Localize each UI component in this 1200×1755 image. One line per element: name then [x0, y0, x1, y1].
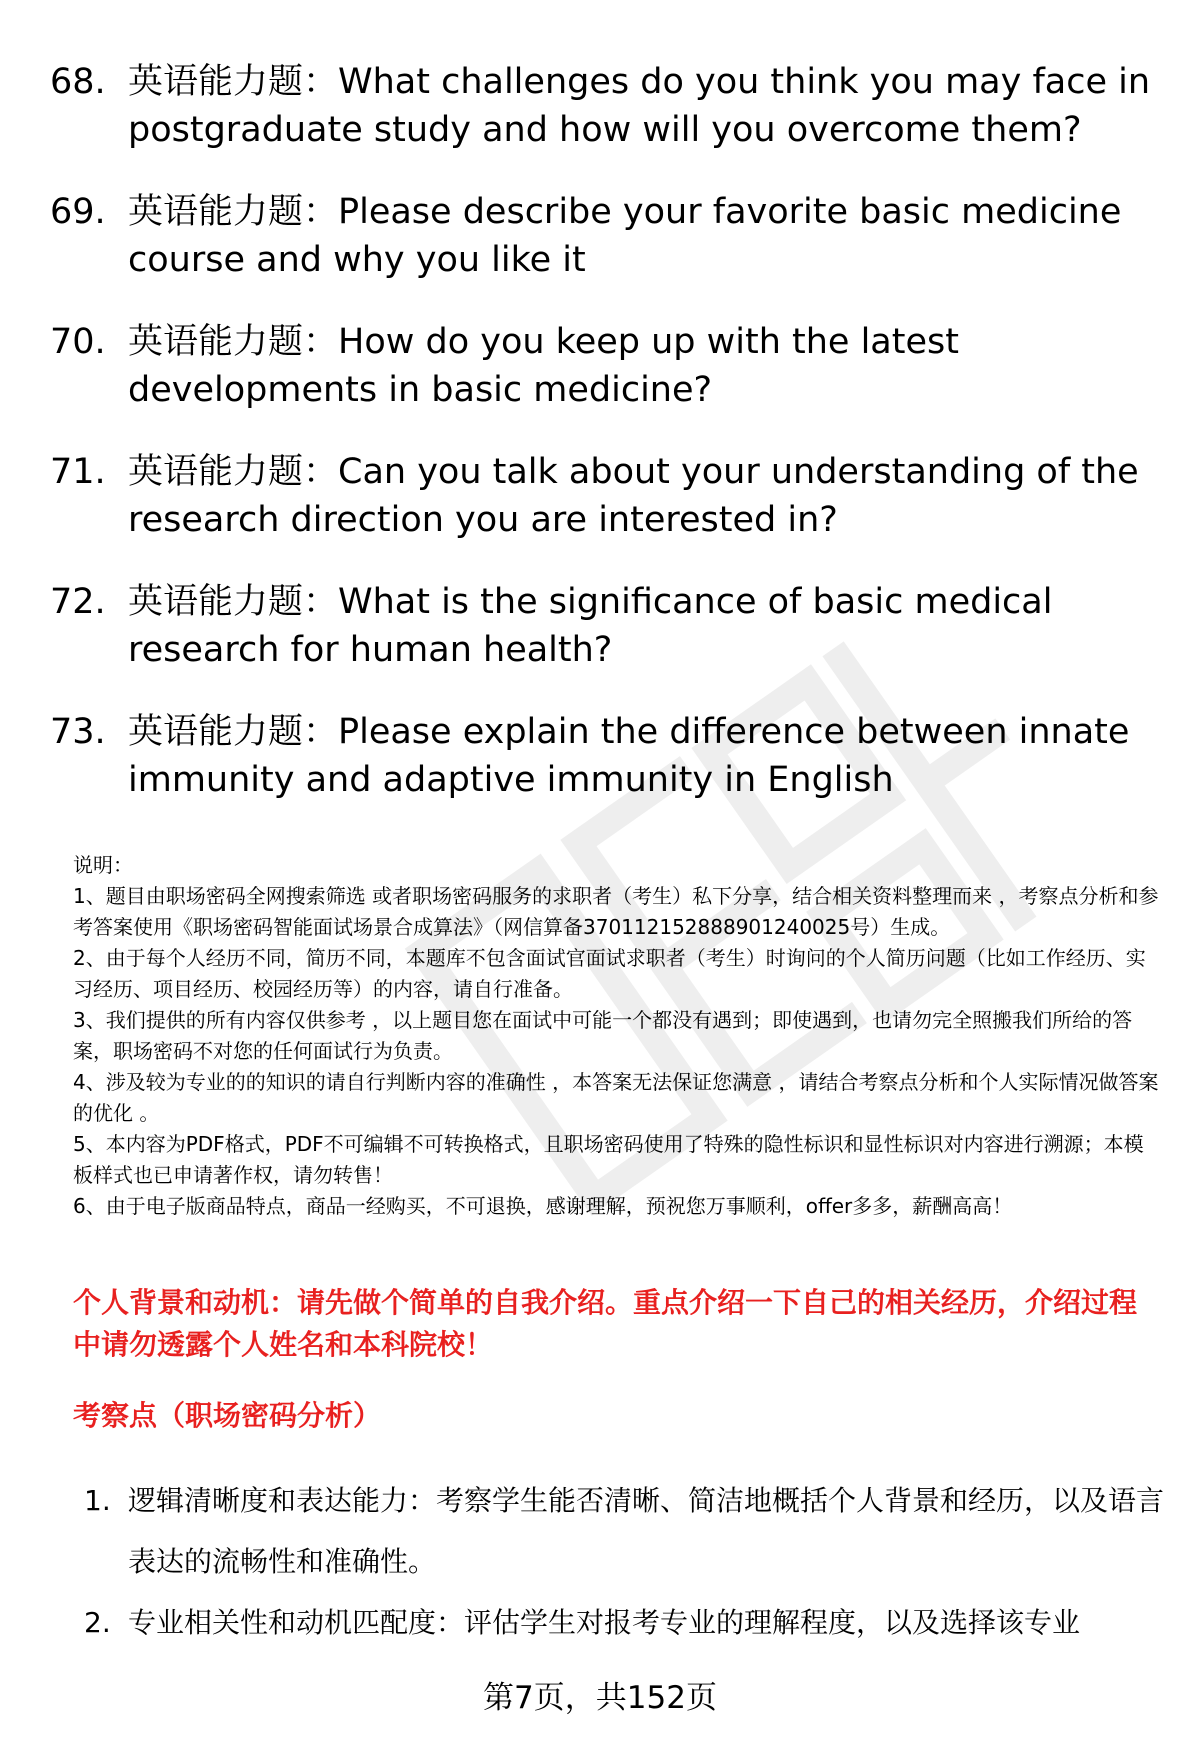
- analysis-point: [84, 1592, 1164, 1653]
- question-item: [50, 58, 1160, 154]
- question-number: 71.: [50, 452, 106, 492]
- analysis-point-list: [84, 1470, 1164, 1653]
- question-number: 73.: [50, 712, 106, 752]
- question-text: 英语能力题：What challenges do you think you may face in postgraduate study and how will you overcome them?: [128, 62, 1151, 150]
- question-list: [50, 58, 1160, 838]
- note-item: 4、涉及较为专业的的知识的请自行判断内容的准确性 ，本答案无法保证您满意 ，请结合考察点分析和个人实际情况做答案的优化 。: [73, 1070, 1159, 1125]
- question-number: 69.: [50, 192, 106, 232]
- page-footer: 第7页，共152页: [483, 1680, 717, 1716]
- question-item: [50, 188, 1160, 284]
- question-text: 英语能力题：Please describe your favorite basic medicine course and why you like it: [128, 192, 1122, 280]
- analysis-point-number: 1.: [84, 1484, 111, 1517]
- question-topic-heading: 个人背景和动机：请先做个简单的自我介绍。重点介绍一下自己的相关经历，介绍过程中请勿透露个人姓名和本科院校！: [73, 1286, 1138, 1361]
- question-text: 英语能力题：How do you keep up with the latest developments in basic medicine?: [128, 322, 959, 410]
- analysis-point-number: 2.: [84, 1606, 111, 1639]
- question-text: 英语能力题：What is the significance of basic medical research for human health?: [128, 582, 1053, 670]
- question-item: [50, 318, 1160, 414]
- note-item: 3、我们提供的所有内容仅供参考 ，以上题目您在面试中可能一个都没有遇到；即使遇到，也请勿完全照搬我们所给的答案，职场密码不对您的任何面试行为负责。: [73, 1008, 1133, 1063]
- notes-heading: 说明：: [73, 853, 133, 877]
- analysis-point: [84, 1470, 1164, 1592]
- analysis-title: 考察点（职场密码分析）: [73, 1399, 382, 1432]
- notes-section: [73, 850, 1163, 1222]
- question-item: [50, 578, 1160, 674]
- question-text: 英语能力题：Can you talk about your understanding of the research direction you are interested in?: [128, 452, 1139, 540]
- question-item: [50, 448, 1160, 544]
- note-item: 2、由于每个人经历不同，简历不同，本题库不包含面试官面试求职者（考生）时询问的个人简历问题（比如工作经历、实习经历、项目经历、校园经历等）的内容，请自行准备。: [73, 946, 1146, 1001]
- question-number: 70.: [50, 322, 106, 362]
- question-number: 72.: [50, 582, 106, 622]
- question-item: [50, 708, 1160, 804]
- analysis-point-text: 逻辑清晰度和表达能力：考察学生能否清晰、简洁地概括个人背景和经历，以及语言表达的流畅性和准确性。: [128, 1484, 1165, 1578]
- question-number: 68.: [50, 62, 106, 102]
- note-item: 5、本内容为PDF格式，PDF不可编辑不可转换格式，且职场密码使用了特殊的隐性标识和显性标识对内容进行溯源；本模板样式也已申请著作权，请勿转售！: [73, 1132, 1144, 1187]
- note-item: 6、由于电子版商品特点，商品一经购买，不可退换，感谢理解，预祝您万事顺利，offer多多，薪酬高高！: [73, 1194, 1013, 1218]
- analysis-point-text: 专业相关性和动机匹配度：评估学生对报考专业的理解程度，以及选择该专业: [128, 1606, 1081, 1639]
- question-text: 英语能力题：Please explain the difference between innate immunity and adaptive immunity in English: [128, 712, 1130, 800]
- note-item: 1、题目由职场密码全网搜索筛选 或者职场密码服务的求职者（考生）私下分享，结合相关资料整理而来 ，考察点分析和参考答案使用《职场密码智能面试场景合成算法》（网信算备370112152888901240025号）生成。: [73, 884, 1159, 939]
